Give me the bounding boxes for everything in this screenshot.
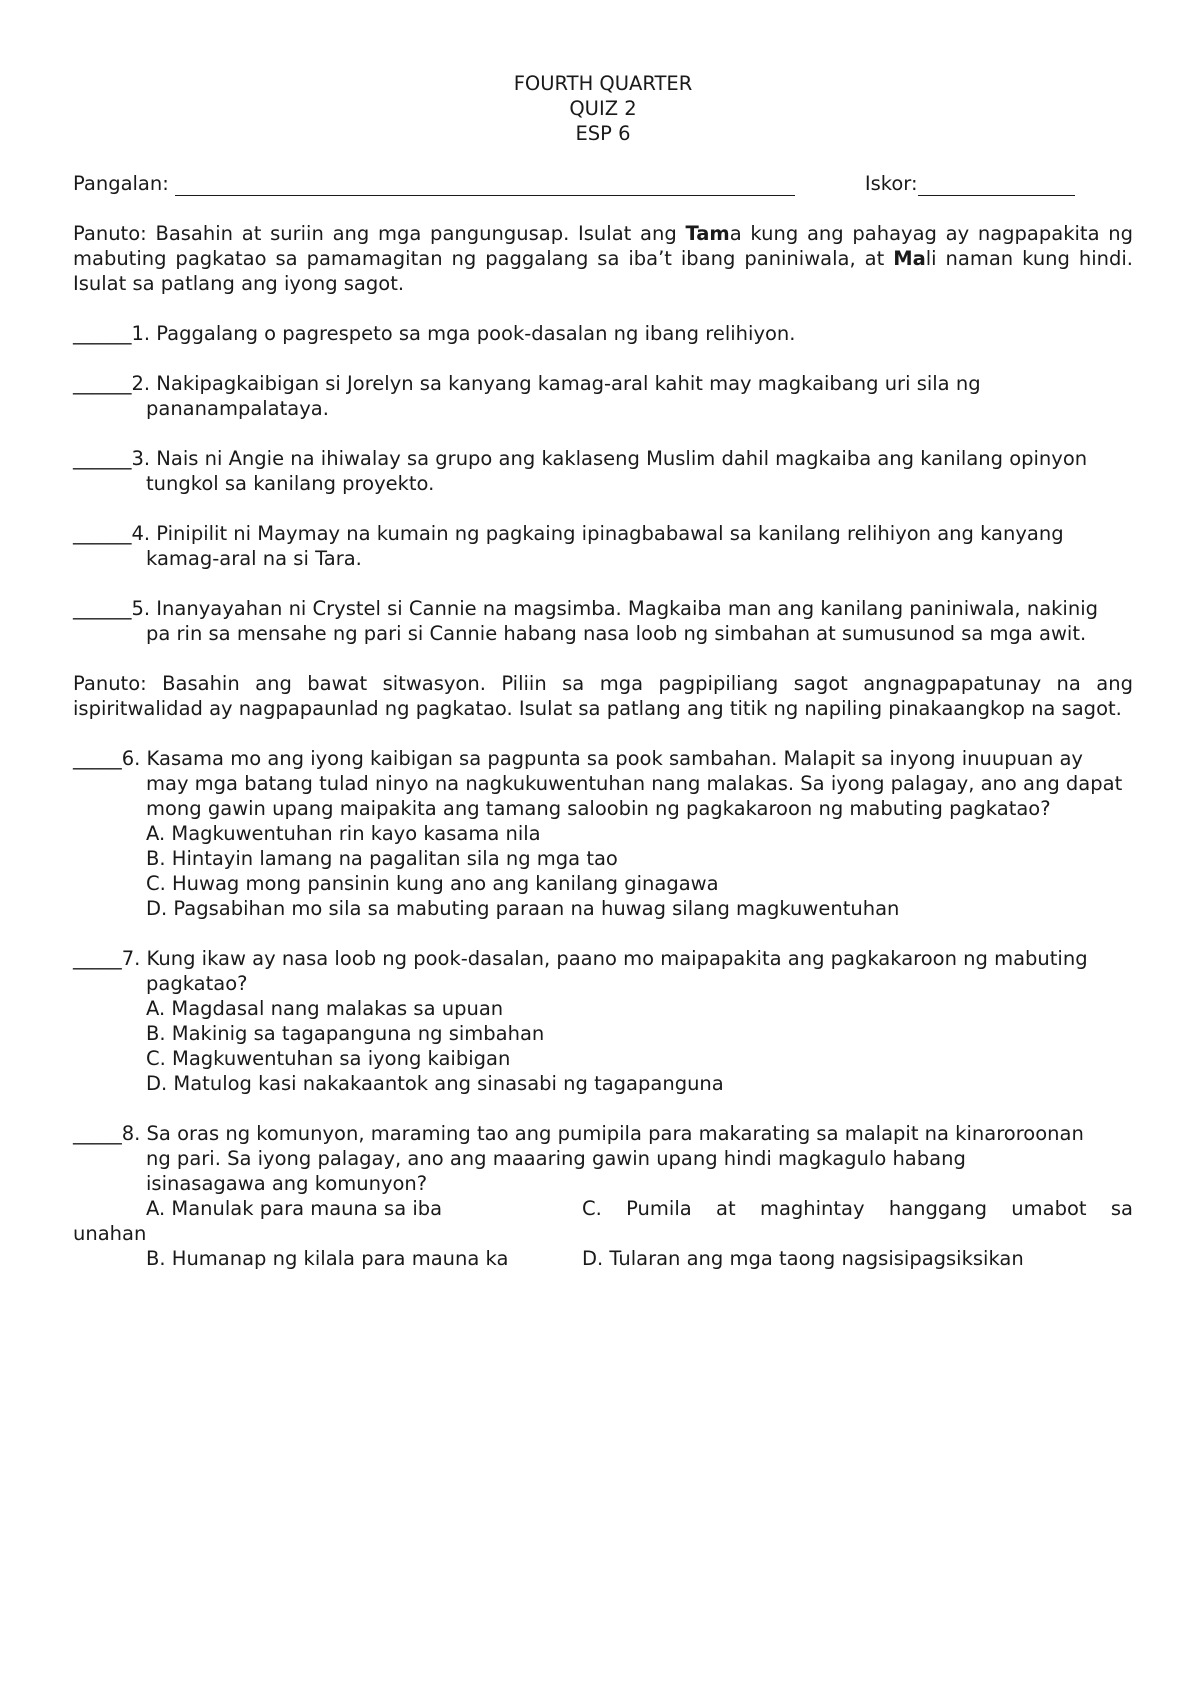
question-8-cont-2: isinasagawa ang komunyon? (146, 1172, 428, 1195)
question-6-cont-1: may mga batang tulad ninyo na nagkukuwentuhan nang malakas. Sa iyong palagay, ano ang dapat (146, 772, 1123, 795)
tama-keyword: Tam (685, 222, 730, 245)
q7-choice-a: A. Magdasal nang malakas sa upuan (146, 997, 504, 1020)
question-8-text: _____8. Sa oras ng komunyon, maraming tao ang pumipila para makarating sa malapit na kinaroroonan (73, 1122, 1084, 1145)
q8-choices-row-2 (73, 1246, 1133, 1271)
question-5-text: ______5. Inanyayahan ni Crystel si Cannie na magsimba. Magkaiba man ang kanilang paniniwala, nakinig (73, 597, 1099, 620)
question-2-text: ______2. Nakipagkaibigan si Jorelyn sa kanyang kamag-aral kahit may magkaibang uri sila ng (73, 372, 981, 395)
question-7-cont: pagkatao? (146, 972, 248, 995)
question-7 (73, 946, 1133, 1096)
question-4 (73, 521, 1133, 571)
q8-choice-b: B. Humanap ng kilala para mauna ka (146, 1247, 509, 1270)
question-4-text: ______4. Pinipilit ni Maymay na kumain ng pagkaing ipinagbabawal sa kanilang relihiyon ang kanyang (73, 522, 1064, 545)
q6-choice-b: B. Hintayin lamang na pagalitan sila ng mga tao (146, 847, 618, 870)
question-7-text: _____7. Kung ikaw ay nasa loob ng pook-dasalan, paano mo maipapakita ang pagkakaroon ng mabuting (73, 947, 1088, 970)
question-2-cont: pananampalataya. (146, 397, 329, 420)
question-3-text: ______3. Nais ni Angie na ihiwalay sa grupo ang kaklaseng Muslim dahil magkaiba ang kanilang opinyon (73, 447, 1088, 470)
quarter-title: FOURTH QUARTER (513, 72, 693, 95)
question-5-cont: pa rin sa mensahe ng pari si Cannie habang nasa loob ng simbahan at sumusunod sa mga awit. (146, 622, 1087, 645)
question-4-cont: kamag-aral na si Tara. (146, 547, 362, 570)
document-header (73, 71, 1133, 146)
q8-choice-d: D. Tularan ang mga taong nagsisipagsiksikan (582, 1247, 1024, 1270)
question-1-text: ______1. Paggalang o pagrespeto sa mga pook-dasalan ng ibang relihiyon. (73, 322, 796, 345)
q8-choice-a: A. Manulak para mauna sa iba (146, 1197, 443, 1220)
question-6-cont-2: mong gawin upang maipakita ang tamang saloobin ng pagkakaroon ng mabuting pagkatao? (146, 797, 1051, 820)
document-body (73, 71, 1133, 1271)
question-1 (73, 321, 1133, 346)
part2-instructions: Panuto: Basahin ang bawat sitwasyon. Piliin sa mga pagpipiliang sagot angnagpapatunay na ang ispiritwalidad ay nagpapaunlad ng pagkatao. Isulat sa patlang ang titik ng napiling pinakaangkop na sagot. (73, 672, 1133, 720)
q7-choice-c: C. Magkuwentuhan sa iyong kaibigan (146, 1047, 511, 1070)
question-8-cont-1: ng pari. Sa iyong palagay, ano ang maaaring gawin upang hindi magkagulo habang (146, 1147, 966, 1170)
name-field[interactable] (175, 175, 795, 196)
question-2 (73, 371, 1133, 421)
name-label: Pangalan: (73, 172, 169, 195)
q7-choice-d: D. Matulog kasi nakakaantok ang sinasabi ng tagapanguna (146, 1072, 724, 1095)
part1-instructions: Panuto: Basahin at suriin ang mga pangungusap. Isulat ang Tama kung ang pahayag ay nagpapakita ng mabuting pagkatao sa pamamagitan ng paggalang sa iba’t ibang paniniwala, at Mali naman kung hindi. Isulat sa patlang ang iyong sagot. (73, 222, 1133, 295)
q6-choice-a: A. Magkuwentuhan rin kayo kasama nila (146, 822, 541, 845)
quiz-title: QUIZ 2 (569, 97, 637, 120)
question-8 (73, 1121, 1133, 1271)
name-score-row (73, 171, 1133, 196)
question-3 (73, 446, 1133, 496)
score-label: Iskor: (864, 172, 918, 195)
q8-choice-c: C. Pumila at maghintay hanggang umabot sa (582, 1197, 1133, 1220)
q8-choices-row-1 (73, 1196, 1133, 1221)
q8-choice-c-wrap: unahan (73, 1222, 147, 1245)
subject-title: ESP 6 (575, 122, 631, 145)
question-6 (73, 746, 1133, 921)
q6-choice-d: D. Pagsabihan mo sila sa mabuting paraan na huwag silang magkuwentuhan (146, 897, 900, 920)
q6-choice-c: C. Huwag mong pansinin kung ano ang kanilang ginagawa (146, 872, 719, 895)
question-6-text: _____6. Kasama mo ang iyong kaibigan sa pagpunta sa pook sambahan. Malapit sa inyong inuupuan ay (73, 747, 1083, 770)
question-3-cont: tungkol sa kanilang proyekto. (146, 472, 435, 495)
q7-choice-b: B. Makinig sa tagapanguna ng simbahan (146, 1022, 545, 1045)
mali-keyword: Ma (893, 247, 926, 270)
question-5 (73, 596, 1133, 646)
score-field[interactable] (918, 175, 1075, 196)
